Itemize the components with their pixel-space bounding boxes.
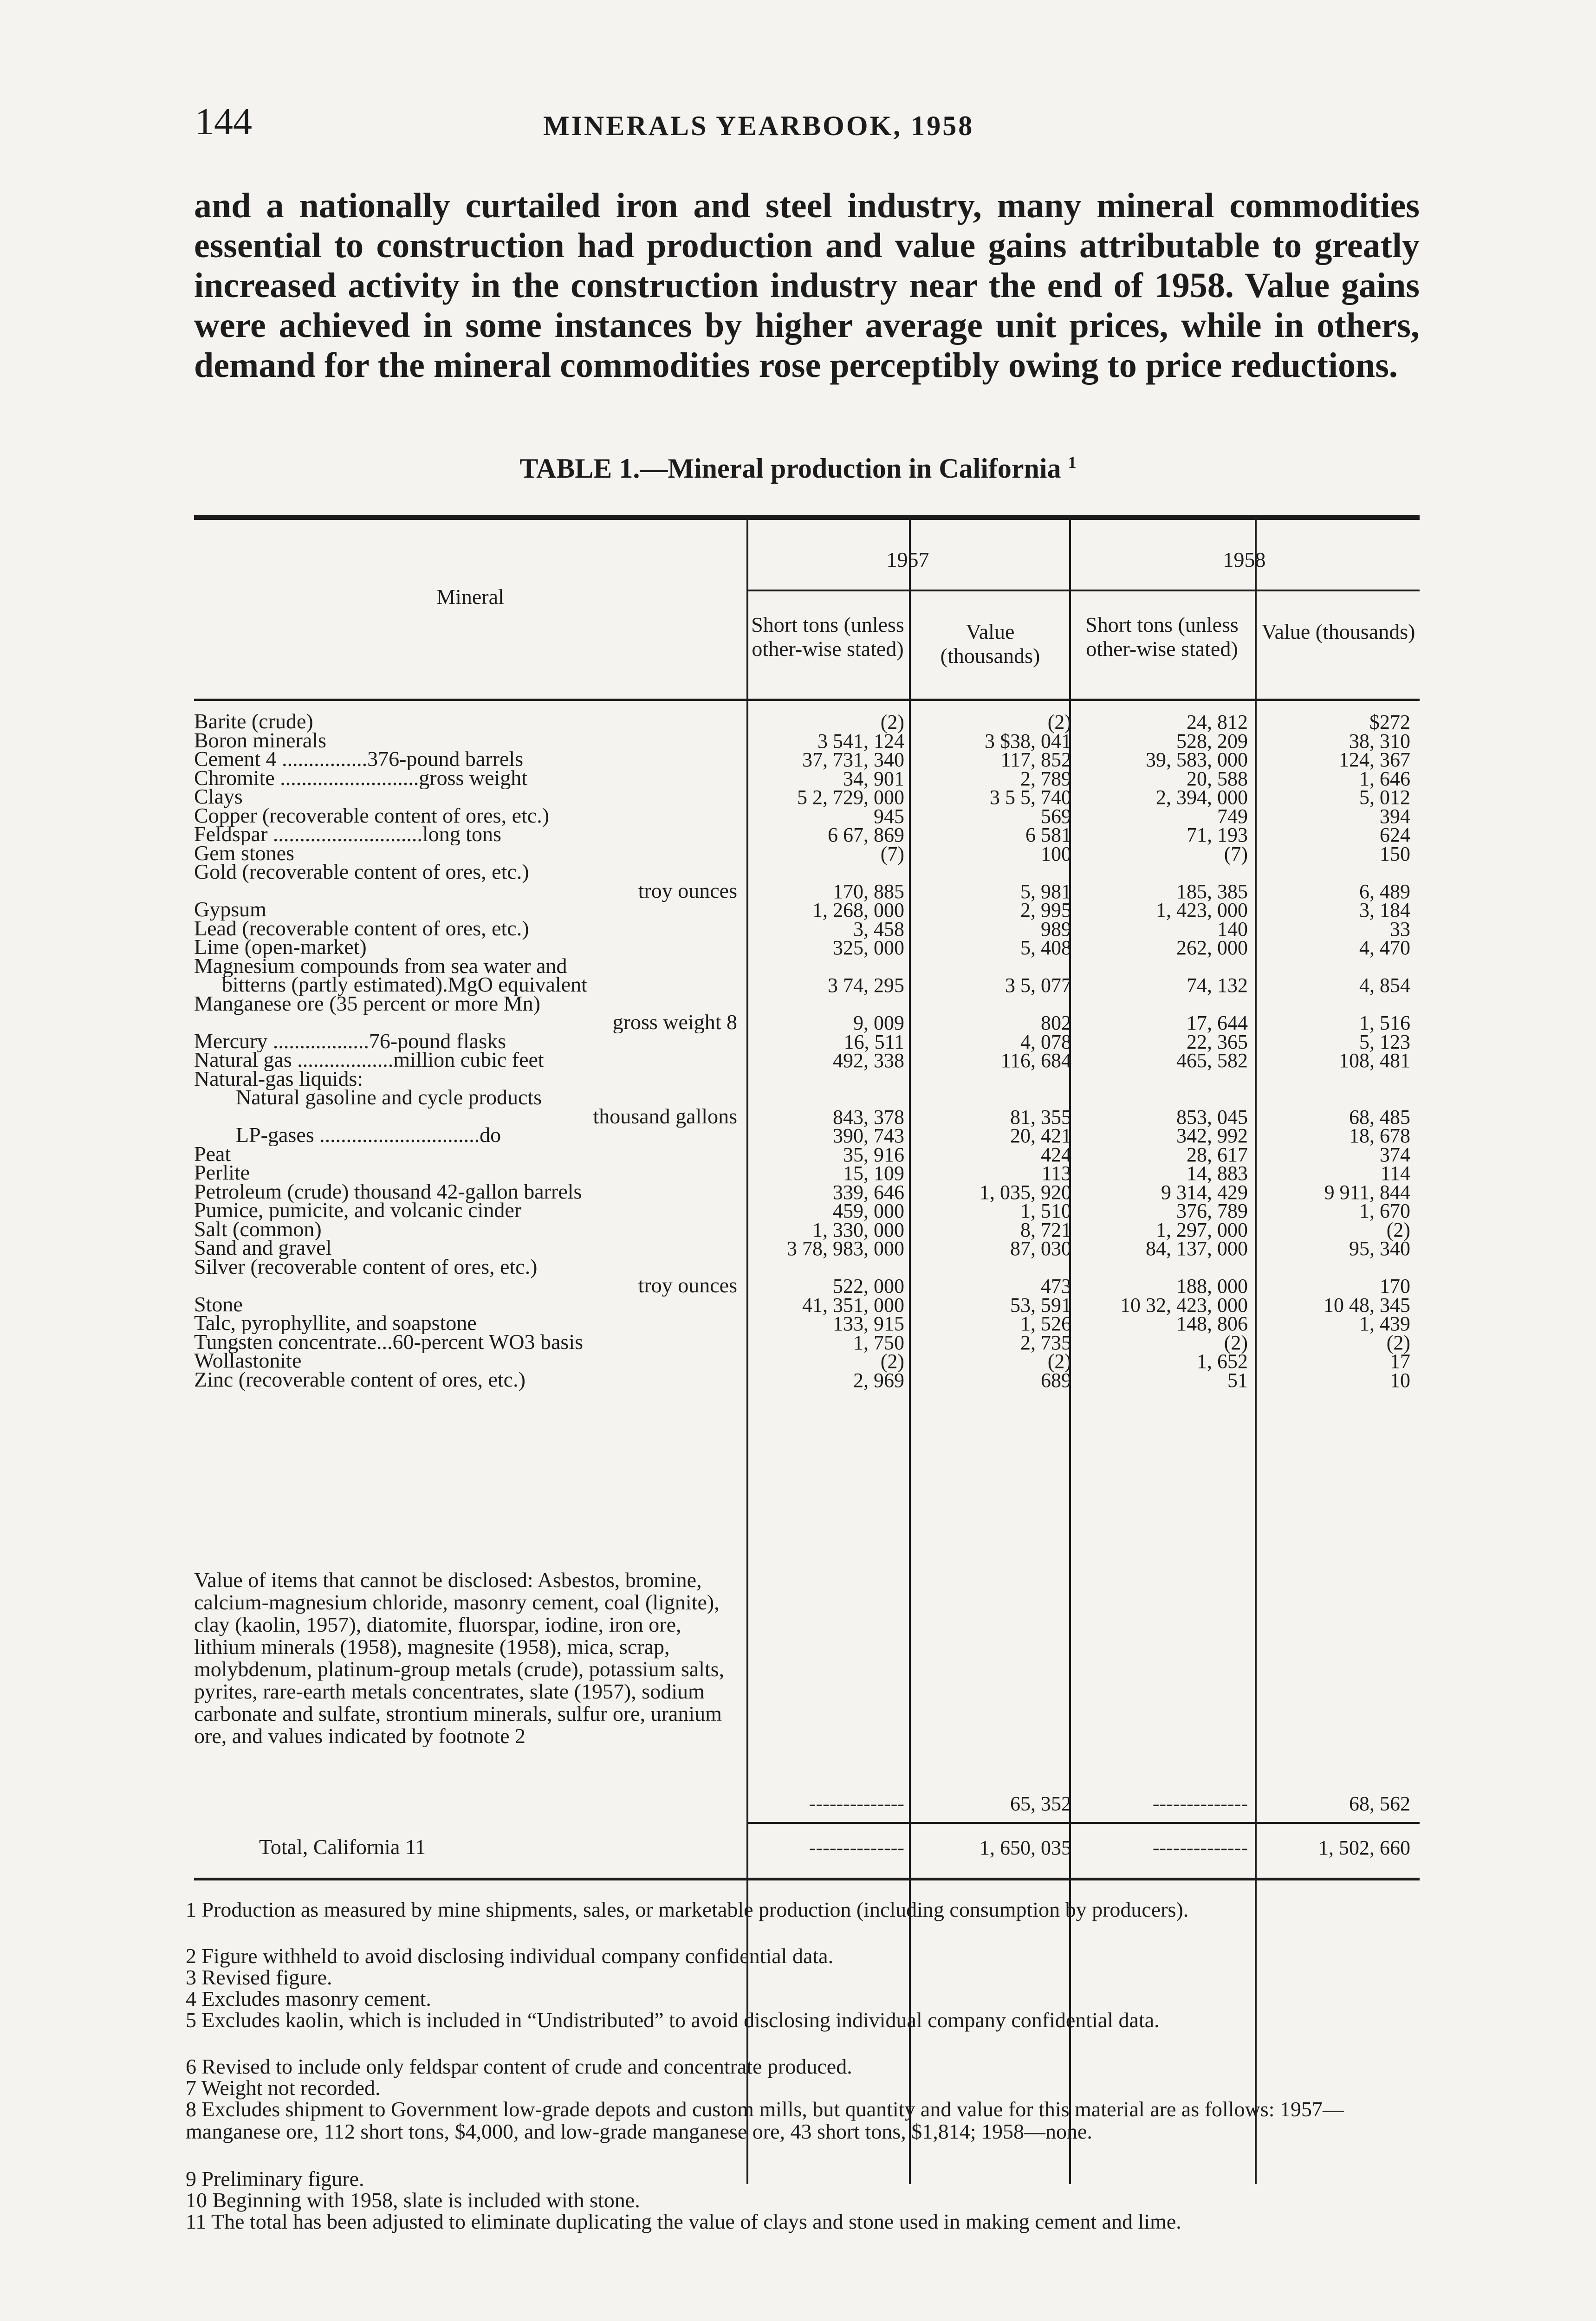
table-cell-short-tons-1957: 390, 743 xyxy=(833,1124,904,1147)
table-row-label: Feldspar ............................long tons xyxy=(194,823,501,845)
table-row-label: bitterns (partly estimated).MgO equivalent xyxy=(222,973,587,996)
header-year-1957: 1957 xyxy=(886,548,929,571)
footnote: 8 Excludes shipment to Government low-grade depots and custom mills, but quantity and value for this material are as follows: 1957—manganese ore, 112 short tons, $4,000, and low-grade manganese ore, 43 short tons, $1,814; 1958—none. xyxy=(186,2097,1344,2143)
table-bottom-rule xyxy=(194,1878,1420,1880)
table-row-label: troy ounces xyxy=(638,880,737,902)
table-row-label: Peat xyxy=(194,1143,231,1165)
table-row-label: Copper (recoverable content of ores, etc.) xyxy=(194,804,550,827)
table-row-label: Sand and gravel xyxy=(194,1237,332,1259)
table-cell-value-1957: 5, 408 xyxy=(1020,936,1071,959)
table-cell-value-1957: 1, 510 xyxy=(1020,1199,1071,1222)
table-cell-short-tons-1958: (7) xyxy=(1224,843,1248,865)
table-cell-short-tons-1957: 6 67, 869 xyxy=(828,823,904,846)
table-row-label: Natural gasoline and cycle products xyxy=(236,1086,542,1109)
table-cell-short-tons-1958: 1, 652 xyxy=(1197,1350,1248,1373)
table-cell-value-1958: 3, 184 xyxy=(1359,899,1410,921)
table-row-label: Natural-gas liquids: xyxy=(194,1068,363,1090)
table-cell-value-1958: 95, 340 xyxy=(1349,1237,1410,1260)
table-cell-value-1958: 18, 678 xyxy=(1349,1124,1410,1147)
table-cell-short-tons-1957: 492, 338 xyxy=(833,1049,904,1072)
table-row-label: Pumice, pumicite, and volcanic cinder xyxy=(194,1199,522,1221)
table-cell-short-tons-1958: 28, 617 xyxy=(1187,1143,1248,1166)
table-cell-value-1957: 113 xyxy=(1041,1162,1071,1185)
header-mineral: Mineral xyxy=(436,585,504,609)
table-row-label: Manganese ore (35 percent or more Mn) xyxy=(194,992,540,1015)
footnote: 6 Revised to include only feldspar content of crude and concentrate produced. xyxy=(186,2055,852,2078)
table-cell-value-1957: 5, 981 xyxy=(1020,880,1071,903)
table-row-label: Magnesium compounds from sea water and xyxy=(194,955,567,977)
table-cell-short-tons-1958: 188, 000 xyxy=(1176,1275,1248,1297)
table-row-label: Tungsten concentrate...60-percent WO3 basis xyxy=(194,1331,584,1353)
table-cell-value-1957: 8, 721 xyxy=(1020,1219,1071,1241)
table-cell-short-tons-1957: 34, 901 xyxy=(843,767,904,790)
column-rule xyxy=(746,520,748,2184)
footnote: 4 Excludes masonry cement. xyxy=(186,1987,431,2010)
table-cell-short-tons-1958: 39, 583, 000 xyxy=(1146,748,1248,771)
table-cell-short-tons-1958: 51 xyxy=(1227,1369,1248,1392)
table-cell-value-1957: 116, 684 xyxy=(1000,1049,1071,1072)
table-cell-short-tons-1958: 74, 132 xyxy=(1187,974,1248,997)
table-cell-value-1958: (2) xyxy=(1386,1331,1410,1354)
table-cell-short-tons-1957: 459, 000 xyxy=(833,1199,904,1222)
table-cell-short-tons-1957: 1, 750 xyxy=(853,1331,904,1354)
table-cell-value-1957: 689 xyxy=(1041,1369,1071,1392)
table-cell-value-1957: 2, 995 xyxy=(1020,899,1071,921)
table-cell-short-tons-1958: 376, 789 xyxy=(1176,1199,1248,1222)
table-cell-value-1958: 1, 670 xyxy=(1359,1199,1410,1222)
table-cell-short-tons-1957: 37, 731, 340 xyxy=(802,748,904,771)
table-row-label: Lead (recoverable content of ores, etc.) xyxy=(194,917,529,940)
table-cell-value-1958: 10 xyxy=(1390,1369,1410,1392)
table-cell-value-1958: 4, 854 xyxy=(1359,974,1410,997)
table-cell-short-tons-1957: 1, 268, 000 xyxy=(812,899,904,921)
table-cell-short-tons-1957: 843, 378 xyxy=(833,1106,904,1128)
table-cell-short-tons-1957: 522, 000 xyxy=(833,1275,904,1297)
table-cell-value-1957: (2) xyxy=(1047,711,1071,733)
table-cell-value-1957: 6 581 xyxy=(1025,823,1071,846)
table-cell-value-1958: 5, 123 xyxy=(1359,1031,1410,1053)
table-top-rule xyxy=(194,515,1420,520)
undisclosed-value-1958: 68, 562 xyxy=(1349,1792,1410,1815)
table-cell-value-1958: 114 xyxy=(1380,1162,1410,1185)
table-row-label: Silver (recoverable content of ores, etc.) xyxy=(194,1256,538,1278)
table-cell-value-1958: 624 xyxy=(1380,823,1410,846)
total-rule xyxy=(746,1822,1420,1824)
table-cell-value-1957: 2, 789 xyxy=(1020,767,1071,790)
footnote: 3 Revised figure. xyxy=(186,1965,332,1989)
table-cell-short-tons-1957: 1, 330, 000 xyxy=(812,1219,904,1241)
table-row-label: LP-gases ..............................do xyxy=(236,1124,501,1146)
total-tons-1958: -------------- xyxy=(1152,1836,1248,1859)
table-cell-value-1957: 117, 852 xyxy=(1000,748,1071,771)
table-row-label: Gold (recoverable content of ores, etc.) xyxy=(194,861,529,883)
undisclosed-value-1957: 65, 352 xyxy=(1010,1792,1071,1815)
table-cell-short-tons-1957: 3 78, 983, 000 xyxy=(787,1237,904,1260)
header-value-1958: Value (thousands) xyxy=(1261,620,1415,643)
table-cell-value-1958: 38, 310 xyxy=(1349,730,1410,752)
table-cell-value-1958: 6, 489 xyxy=(1359,880,1410,903)
table-row-label: Gypsum xyxy=(194,898,266,921)
table-row-label: thousand gallons xyxy=(593,1105,737,1128)
table-cell-value-1958: 33 xyxy=(1390,918,1410,940)
table-row-label: Lime (open-market) xyxy=(194,936,367,958)
table-row-label: Zinc (recoverable content of ores, etc.) xyxy=(194,1368,526,1391)
column-rule xyxy=(909,520,911,2184)
table-row-label: Wollastonite xyxy=(194,1349,302,1372)
table-row-label: Gem stones xyxy=(194,842,294,864)
table-cell-short-tons-1958: (2) xyxy=(1224,1331,1248,1354)
table-cell-short-tons-1957: 3, 458 xyxy=(853,918,904,940)
total-tons-1957: -------------- xyxy=(809,1836,904,1859)
table-caption-text: TABLE 1.—Mineral production in California xyxy=(519,453,1061,484)
table-cell-short-tons-1958: 9 314, 429 xyxy=(1161,1181,1248,1204)
footnote: 2 Figure withheld to avoid disclosing individual company confidential data. xyxy=(186,1944,834,1968)
total-value-1958: 1, 502, 660 xyxy=(1318,1836,1410,1859)
table-cell-value-1957: 81, 355 xyxy=(1010,1106,1071,1128)
table-cell-value-1958: 68, 485 xyxy=(1349,1106,1410,1128)
table-cell-short-tons-1958: 342, 992 xyxy=(1176,1124,1248,1147)
table-cell-value-1957: 53, 591 xyxy=(1010,1294,1071,1316)
table-cell-short-tons-1958: 10 32, 423, 000 xyxy=(1120,1294,1248,1316)
table-cell-value-1958: 5, 012 xyxy=(1359,786,1410,809)
table-cell-short-tons-1958: 71, 193 xyxy=(1187,823,1248,846)
table-cell-short-tons-1957: 3 541, 124 xyxy=(817,730,904,752)
table-cell-value-1957: 424 xyxy=(1041,1143,1071,1166)
table-cell-value-1957: 4, 078 xyxy=(1020,1031,1071,1053)
table-cell-value-1958: 394 xyxy=(1380,805,1410,828)
column-rule xyxy=(1255,520,1257,2184)
table-row-label: Mercury ..................76-pound flasks xyxy=(194,1030,506,1052)
table-cell-short-tons-1957: (7) xyxy=(880,843,904,865)
table-cell-value-1958: 1, 646 xyxy=(1359,767,1410,790)
table-cell-short-tons-1958: 185, 385 xyxy=(1176,880,1248,903)
footnote: 10 Beginning with 1958, slate is included with stone. xyxy=(186,2188,640,2212)
table-cell-short-tons-1957: (2) xyxy=(880,711,904,733)
table-cell-short-tons-1957: 15, 109 xyxy=(843,1162,904,1185)
table-cell-value-1958: 1, 516 xyxy=(1359,1011,1410,1034)
year-rule xyxy=(746,590,1420,591)
table-cell-short-tons-1958: 1, 297, 000 xyxy=(1156,1219,1248,1241)
table-cell-short-tons-1957: 16, 511 xyxy=(843,1031,904,1053)
table-row-label: Cement 4 ................376-pound barrels xyxy=(194,748,524,770)
table-cell-short-tons-1958: 1, 423, 000 xyxy=(1156,899,1248,921)
table-cell-short-tons-1957: 5 2, 729, 000 xyxy=(797,786,904,809)
table-cell-value-1957: 3 5 5, 740 xyxy=(990,786,1071,809)
table-cell-short-tons-1957: 9, 009 xyxy=(853,1011,904,1034)
table-row-label: Boron minerals xyxy=(194,729,326,752)
footnote: 5 Excludes kaolin, which is included in “Undistributed” to avoid disclosing individual company confidential data. xyxy=(186,2008,1160,2032)
total-label: Total, California 11 xyxy=(259,1836,426,1858)
table-cell-value-1958: 1, 439 xyxy=(1359,1312,1410,1335)
table-cell-short-tons-1958: 148, 806 xyxy=(1176,1312,1248,1335)
table-cell-value-1957: 3 $38, 041 xyxy=(985,730,1071,752)
table-cell-value-1958: 108, 481 xyxy=(1339,1049,1410,1072)
table-cell-short-tons-1957: 170, 885 xyxy=(833,880,904,903)
intro-paragraph: and a nationally curtailed iron and steel industry, many mineral commodities essential to construction had production and value gains attributable to greatly increased activity in the construction industry near the end of 1958. Value gains were achieved in some instances by higher average unit prices, while in others, demand for the mineral commodities rose perceptibly owing to price reductions. xyxy=(194,186,1420,385)
table-row-label: Talc, pyrophyllite, and soapstone xyxy=(194,1312,477,1334)
table-cell-short-tons-1957: 339, 646 xyxy=(833,1181,904,1204)
table-cell-value-1958: 10 48, 345 xyxy=(1324,1294,1410,1316)
table-row-label: Salt (common) xyxy=(194,1218,322,1240)
table-cell-short-tons-1958: 14, 883 xyxy=(1187,1162,1248,1185)
total-value-1957: 1, 650, 035 xyxy=(980,1836,1071,1859)
page-number: 144 xyxy=(195,100,252,143)
table-cell-value-1957: 989 xyxy=(1041,918,1071,940)
table-cell-short-tons-1957: 945 xyxy=(874,805,904,828)
table-row-label: Chromite ..........................gross weight xyxy=(194,767,528,789)
footnote: 1 Production as measured by mine shipments, sales, or marketable production (including consumption by producers). xyxy=(186,1898,1189,1921)
table-cell-short-tons-1958: 84, 137, 000 xyxy=(1146,1237,1248,1260)
table-cell-short-tons-1957: 133, 915 xyxy=(833,1312,904,1335)
table-row-label: Clays xyxy=(194,785,243,808)
header-year-1958: 1958 xyxy=(1223,548,1266,571)
table-row-label: Stone xyxy=(194,1293,243,1316)
header-short-tons-1957: Short tons (unless other-wise stated) xyxy=(751,613,904,661)
table-cell-value-1958: (2) xyxy=(1386,1219,1410,1241)
table-cell-short-tons-1957: (2) xyxy=(880,1350,904,1373)
table-cell-short-tons-1958: 22, 365 xyxy=(1187,1031,1248,1053)
table-cell-value-1958: $272 xyxy=(1369,711,1410,733)
table-cell-value-1957: 3 5, 077 xyxy=(1005,974,1071,997)
table-caption xyxy=(0,453,1596,485)
table-caption-note: 1 xyxy=(1068,453,1077,472)
table-cell-short-tons-1958: 24, 812 xyxy=(1187,711,1248,733)
page-header xyxy=(195,100,1425,151)
table-cell-value-1957: 20, 421 xyxy=(1010,1124,1071,1147)
undisclosed-items-label: Value of items that cannot be disclosed: Asbestos, bromine, calcium-magnesium chloride, masonry cement, coal (lignite), clay (kaolin, 1957), diatomite, fluorspar, iodine, iron ore, lithium minerals (1958), magnesite (1958), mica, scrap, molybdenum, platinum-group metals (crude), potassium salts, pyrites, rare-earth metals concentrates, slate (1957), sodium carbonate and sulfate, strontium minerals, sulfur ore, uranium ore, and values indicated by footnote 2 xyxy=(194,1569,725,1747)
table-cell-short-tons-1958: 749 xyxy=(1217,805,1248,828)
table-cell-short-tons-1957: 2, 969 xyxy=(853,1369,904,1392)
table-cell-value-1957: 1, 035, 920 xyxy=(980,1181,1071,1204)
table-cell-short-tons-1958: 465, 582 xyxy=(1176,1049,1248,1072)
table-cell-value-1957: 569 xyxy=(1041,805,1071,828)
table-row-label: Petroleum (crude) thousand 42-gallon barrels xyxy=(194,1180,582,1203)
header-short-tons-1958: Short tons (unless other-wise stated) xyxy=(1085,613,1239,661)
footnote: 9 Preliminary figure. xyxy=(186,2167,364,2191)
table-cell-short-tons-1958: 17, 644 xyxy=(1187,1011,1248,1034)
table-cell-value-1957: 87, 030 xyxy=(1010,1237,1071,1260)
table-row-label: Natural gas ..................million cubic feet xyxy=(194,1049,544,1071)
table-cell-value-1957: 473 xyxy=(1041,1275,1071,1297)
table-cell-value-1957: 1, 526 xyxy=(1020,1312,1071,1335)
table-cell-short-tons-1957: 35, 916 xyxy=(843,1143,904,1166)
table-cell-value-1958: 374 xyxy=(1380,1143,1410,1166)
table-cell-short-tons-1958: 528, 209 xyxy=(1176,730,1248,752)
table-cell-value-1958: 124, 367 xyxy=(1339,748,1410,771)
undisclosed-tons-1958: -------------- xyxy=(1152,1792,1248,1815)
table-cell-value-1957: 802 xyxy=(1041,1011,1071,1034)
header-value-1957: Value (thousands) xyxy=(940,620,1040,668)
table-row-label: troy ounces xyxy=(638,1274,737,1297)
table-cell-value-1957: 100 xyxy=(1041,843,1071,865)
table-row-label: gross weight 8 xyxy=(612,1011,737,1033)
table-cell-short-tons-1957: 41, 351, 000 xyxy=(802,1294,904,1316)
table-cell-value-1958: 9 911, 844 xyxy=(1324,1181,1410,1204)
table-cell-value-1958: 17 xyxy=(1390,1350,1410,1373)
table-cell-short-tons-1957: 325, 000 xyxy=(833,936,904,959)
footnote: 11 The total has been adjusted to eliminate duplicating the value of clays and stone used in making cement and lime. xyxy=(186,2210,1181,2233)
table-cell-short-tons-1958: 262, 000 xyxy=(1176,936,1248,959)
table-cell-value-1958: 170 xyxy=(1380,1275,1410,1297)
table-cell-value-1958: 150 xyxy=(1380,843,1410,865)
table-cell-short-tons-1958: 853, 045 xyxy=(1176,1106,1248,1128)
table-cell-short-tons-1957: 3 74, 295 xyxy=(828,974,904,997)
table-row-label: Perlite xyxy=(194,1161,250,1184)
table-cell-value-1957: (2) xyxy=(1047,1350,1071,1373)
table-cell-value-1957: 2, 735 xyxy=(1020,1331,1071,1354)
table-row-label: Barite (crude) xyxy=(194,710,313,733)
table-cell-short-tons-1958: 140 xyxy=(1217,918,1248,940)
table-cell-value-1958: 4, 470 xyxy=(1359,936,1410,959)
table-cell-short-tons-1958: 20, 588 xyxy=(1187,767,1248,790)
header-rule xyxy=(194,699,1420,701)
undisclosed-tons-1957: -------------- xyxy=(809,1792,904,1815)
table-cell-short-tons-1958: 2, 394, 000 xyxy=(1156,786,1248,809)
running-title: MINERALS YEARBOOK, 1958 xyxy=(543,110,974,141)
footnote: 7 Weight not recorded. xyxy=(186,2076,381,2100)
